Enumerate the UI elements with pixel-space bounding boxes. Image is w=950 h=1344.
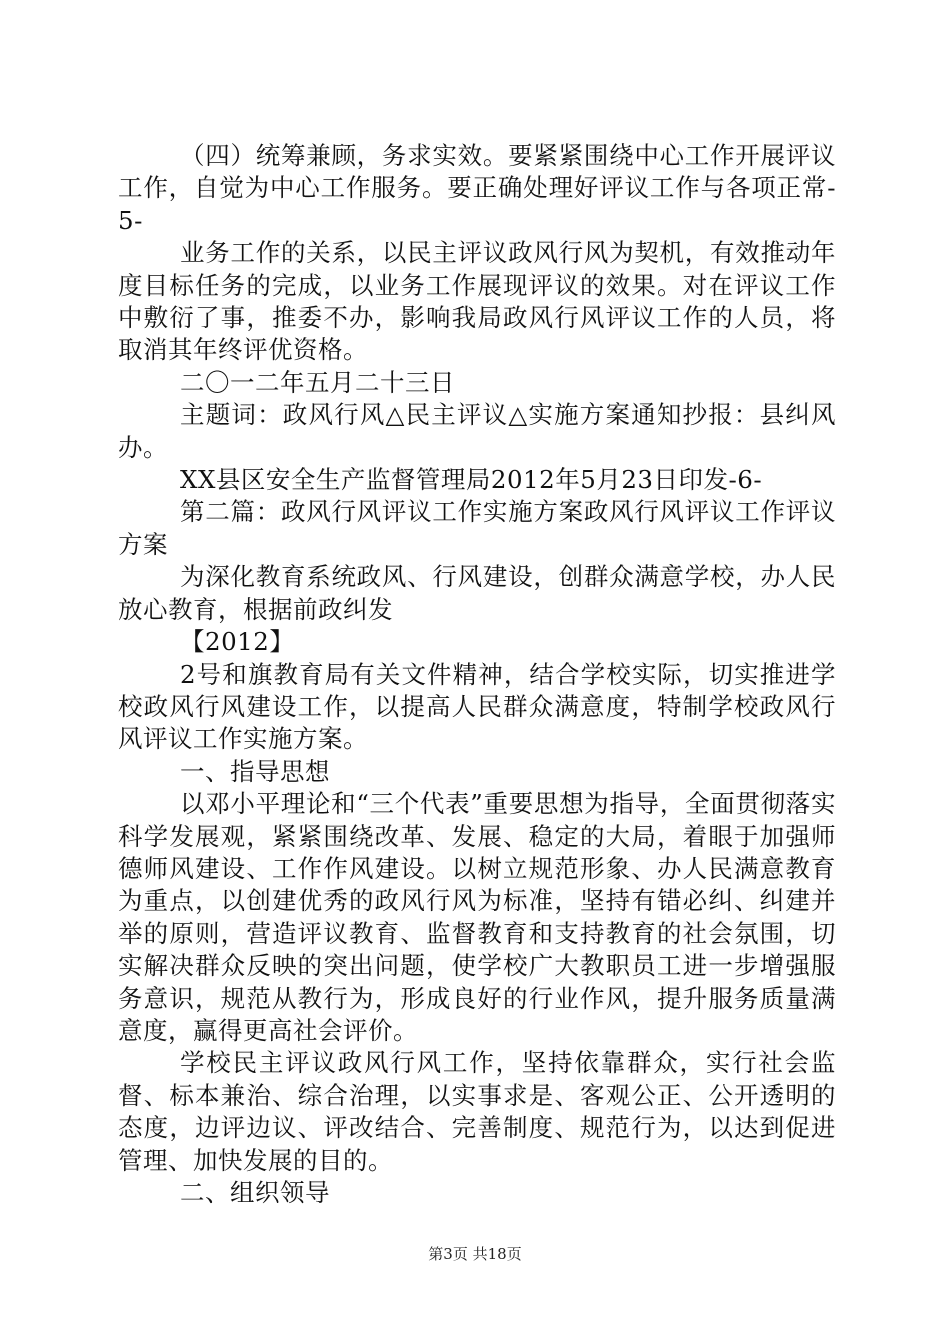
document-body xyxy=(118,140,836,1209)
paragraph-business-relation: 业务工作的关系，以民主评议政风行风为契机，有效推动年度目标任务的完成，以业务工作展现评议的效果。对在评议工作中敷衍了事，推委不办，影响我局政风行风评议工作的人员，将取消其年终评优资格。 xyxy=(118,238,836,365)
paragraph-item-4: （四）统筹兼顾，务求实效。要紧紧围绕中心工作开展评议工作，自觉为中心工作服务。要正确处理好评议工作与各项正常-5- xyxy=(118,141,836,235)
paragraph-issuer: XX县区安全生产监督管理局2012年5月23日印发-6- xyxy=(180,465,763,495)
paragraph-date: 二〇一二年五月二十三日 xyxy=(180,367,455,397)
paragraph-subject-words: 主题词：政风行风△民主评议△实施方案通知抄报：县纠风办。 xyxy=(118,400,836,462)
paragraph-democratic-review: 学校民主评议政风行风工作，坚持依靠群众，实行社会监督、标本兼治、综合治理，以实事求是、客观公正、公开透明的态度，边评边议、评改结合、完善制度、规范行为，以达到促进管理、加快发展的目的。 xyxy=(118,1048,836,1175)
page-number-footer: 第3页 共18页 xyxy=(428,1245,522,1263)
paragraph-part-two-title: 第二篇：政风行风评议工作实施方案政风行风评议工作评议方案 xyxy=(118,497,836,559)
section-heading-leadership: 二、组织领导 xyxy=(180,1178,330,1207)
paragraph-intro: 为深化教育系统政风、行风建设，创群众满意学校，办人民放心教育，根据前政纠发 xyxy=(118,562,836,624)
section-heading-guiding-thought: 一、指导思想 xyxy=(180,756,330,786)
paragraph-doc-number: 【2012】 xyxy=(180,627,295,657)
paragraph-guiding-thought: 以邓小平理论和“三个代表”重要思想为指导，全面贯彻落实科学发展观，紧紧围绕改革、发展、稳定的大局，着眼于加强师德师风建设、工作作风建设。以树立规范形象、办人民满意教育为重点，以创建优秀的政风行风为标准，坚持有错必纠、纠建并举的原则，营造评议教育、监督教育和支持教育的社会氛围，切实解决群众反映的突出问题，使学校广大教职员工进一步增强服务意识，规范从教行为，形成良好的行业作风，提升服务质量满意度，赢得更高社会评价。 xyxy=(118,789,836,1045)
paragraph-basis: 2号和旗教育局有关文件精神，结合学校实际，切实推进学校政风行风建设工作，以提高人民群众满意度，特制学校政风行风评议工作实施方案。 xyxy=(118,659,836,754)
